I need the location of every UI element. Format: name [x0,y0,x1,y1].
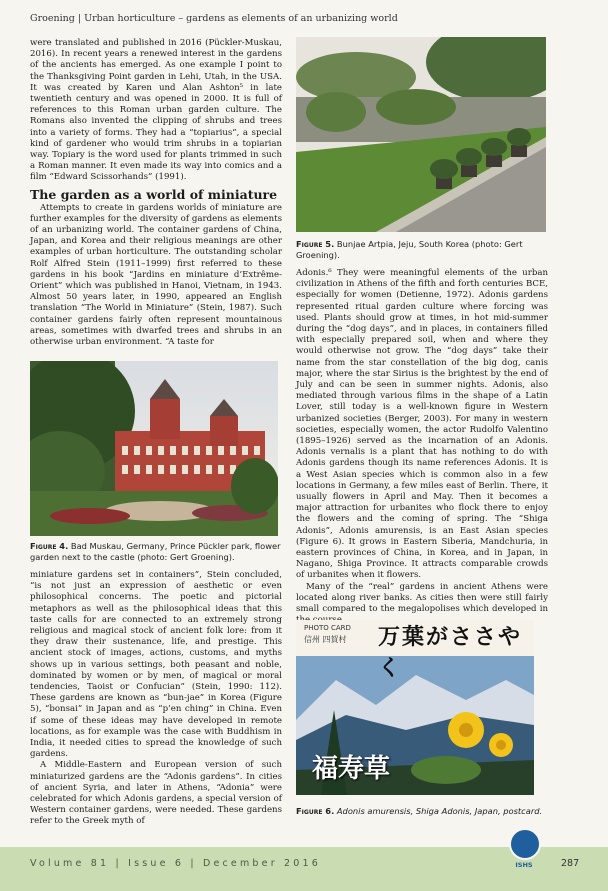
ishs-logo-text: ISHS [515,861,533,869]
bonsai-garden-image [296,37,546,232]
running-head: Groening | Urban horticulture – gardens as elements of an urbanizing world [30,13,398,24]
ishs-logo-icon [509,828,541,860]
postcard-place: 信州 四賀村 [304,635,347,644]
paragraph: miniature gardens set in containers”, Stein concluded, “is not just an expression of aesthetic or even philosophical concerns. The poetic and pictorial metaphors as well as the philosophical ideas that this taste calls for are connected to an extremely strong religious and magical stock of ancient folk lore: from it they draw their sustenance, life, and prestige. This ancient stock of images, actions, customs, and myths shows up in various settings, both peasant and noble, dominated by women or by men, of magical or moral tendencies, Taoist or Confucian” (Stein, 1990: 112). These gardens are known as “bun-jae” in Korea (Figure 5), “bonsai” in Japan and as “p’en ching” in China. Even if some of these ideas may have developed in remote locations, as for example was the case with Buddhism in India, it needed cities to spread the knowledge of such gardens. [30,570,282,760]
figure-6-caption [296,806,548,817]
right-column [296,268,548,618]
caption-text: Adonis amurensis, Shiga Adonis, Japan, postcard. [334,806,543,816]
postcard-flower-name: 福寿草 [312,754,391,784]
photo-card-label: PHOTO CARD [304,624,351,632]
paragraph: A Middle-Eastern and European version of such miniaturized gardens are the “Adonis gardens”. In cities of ancient Syria, and later in Athens, “Adonia” were celebrated for which Adonis gardens, a special version of Western container gardens, were needed. These gardens refer to the Greek myth of [30,760,282,827]
postcard-title: 万葉がささやく [378,624,523,681]
paragraph: Attempts to create in gardens worlds of miniature are further examples for the diversity of gardens as elements of an urbanizing world. The container gardens of China, Japan, and Korea and their religious meanings are other examples of urban horticulture. The outstanding scholar Rolf Alfred Stein (1911–1999) first referred to these gardens in his book “Jardins en miniature d’Extrême-Orient” which was published in Hanoi, Vietnam, in 1943. Almost 50 years later, in 1990, appeared an English translation “The World in Miniature” (Stein, 1987). Such container gardens fairly often represent mountainous areas, sometimes with dwarfed trees and shrubs in an otherwise urban environment. “A taste for [30,202,282,348]
paragraph: Many of the “real” gardens in ancient Athens were located along river banks. As cities then were still fairly small compared to the megalopolises which developed in [296,581,548,615]
caption-text: Bunjae Artpia, Jeju, South Korea (photo: Gert Groening). [296,239,523,260]
figure-4-caption [30,541,282,563]
figure-5-caption [296,239,548,261]
paragraph: were translated and published in 2016 (Pückler-Muskau, 2016). In recent years a renewed interest in the gardens of the ancients has emerged. As one example I point to the Thanksgiving Point garden in Lehi, Utah, in the USA. It was created by Karen und Alan Ashton⁵ in late twentieth century and was opened in 2000. It is full of references to this Roman urban garden culture. The Romans also invented the clipping of shrubs and trees into a variety of forms. They had a “topiarius”, a special kind of gardener who would trim shrubs in a topiarian way. Topiary is the word used for plants trimmed in such a Roman manner. It even made its way into comics and a film “Edward Scissorhands” (1991). [30,38,282,183]
figure-5-photo [296,37,546,232]
paragraph: Adonis.⁶ They were meaningful elements of the urban civilization in Athens of the fifth and forth centuries BCE, especially for women (Detienne, 1972). Adonis gardens represented ritual garden culture where forcing was used. Plants should grow at times, in hot mid-summer during the “dog days”, and in places, in containers filled with especially prepared soil, when and where they would otherwise not grow. The “dog days” take their name from the star constellation of the big dog, canis major, where the star Sirius is the brightest by the end of July and can be seen in summer nights. Adonis, also mediated through various films in the shape of a Latin Lover, still today is a well-known figure in Western urbanized societies (Berger, 2003). For many in western societies, especially women, the actor Rudolfo Valentino (1895–1926) served as the incarnation of an Adonis. Adonis vernalis is a plant that has nothing to do with Adonis gardens though its name references Adonis. It is a West Asian species which is common also in a few locations in Germany, a few miles east of Berlin. There, it usually flowers in April and May. Then it becomes a major attraction for urbanites who flock there to enjoy the flowers and the coming of spring. The “Shiga Adonis”, Adonis amurensis, is an East Asian species (Figure 6). It grows in Eastern Siberia, Mandchuria, in eastern provinces of China, in Korea, and in Japan, in Nagano, Shiga Province. It attracts comparable crowds of urbanites when it flowers. [296,268,548,581]
figure-6-postcard [296,620,534,795]
section-heading: The garden as a world of miniature [30,186,278,202]
left-column-top [30,38,282,368]
figure-label: Figure 5. [296,239,335,249]
caption-text: Bad Muskau, Germany, Prince Pückler park, flower garden next to the castle (photo: Gert Groening). [30,541,281,562]
issue-line: Volume 81 | Issue 6 | December 2016 [30,858,322,869]
page-number: 287 [561,858,580,869]
figure-label: Figure 4. [30,541,69,551]
left-column-bottom [30,570,282,827]
castle-garden-image [30,361,278,536]
figure-4-photo [30,361,278,536]
figure-label: Figure 6. [296,806,335,816]
